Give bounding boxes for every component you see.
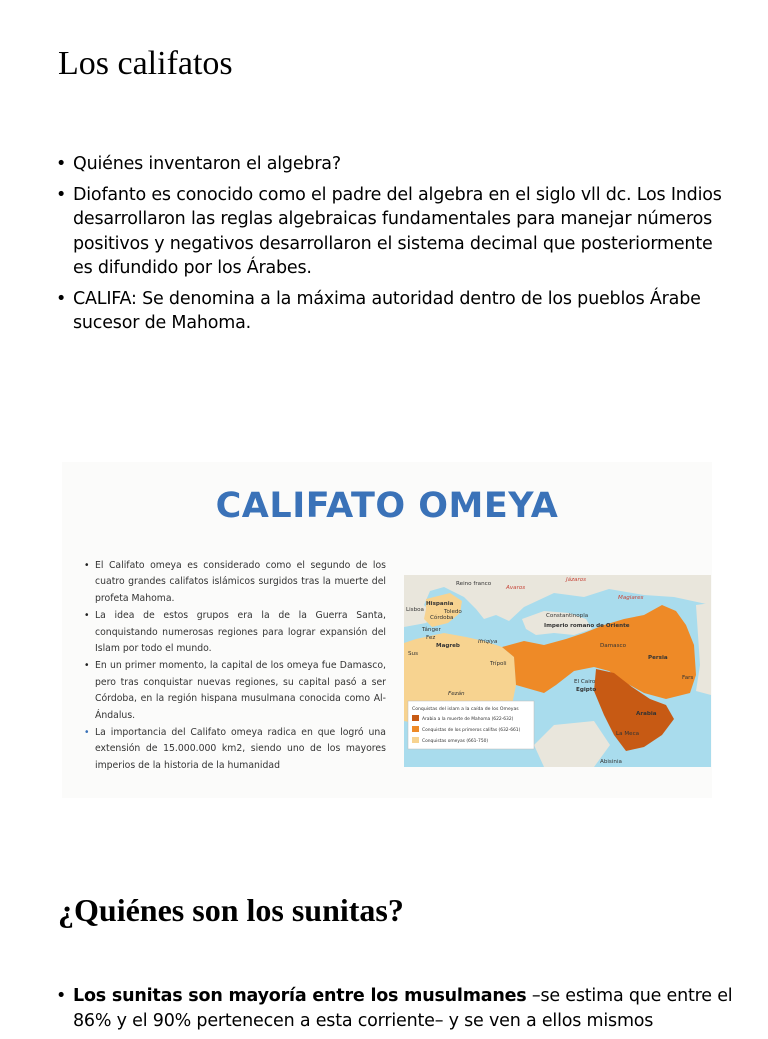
bullet-text: –se estima que entre el 86% y el 90% pertenecen a esta corriente– y se ven a ellos mismos	[73, 986, 733, 1031]
map-label: La Meca	[616, 731, 640, 737]
infographic-point: • La idea de estos grupos era la de la Guerra Santa, conquistando numerosas regiones para lograr expansión del Islam por todo el mundo.	[84, 608, 386, 657]
bullet-item: • CALIFA: Se denomina a la máxima autoridad dentro de los pueblos Árabe sucesor de Mahoma.	[56, 287, 736, 336]
map-label: Jázaros	[566, 577, 587, 583]
map-label: Magiares	[618, 595, 644, 601]
map-label: Córdoba	[430, 615, 454, 621]
map-label: Damasco	[600, 643, 627, 649]
map-label: Fezán	[448, 691, 465, 697]
map-label: El Cairo	[574, 679, 596, 685]
bullet-item: • Quiénes inventaron el algebra?	[56, 152, 736, 177]
map-label: Imperio romano de Oriente	[544, 623, 630, 629]
map-label: Trípoli	[490, 661, 507, 667]
bullet-list	[56, 984, 746, 1039]
slide-title: Los califatos	[58, 45, 233, 82]
infographic-point: • En un primer momento, la capital de los omeya fue Damasco, pero tras conquistar nuevas regiones, su capital pasó a ser Córdoba, en la región hispana musulmana conocida como Al-Ándalus.	[84, 658, 386, 724]
infographic-point: • El Califato omeya es considerado como el segundo de los cuatro grandes califatos islámicos surgidos tras la muerte del profeta Mahoma.	[84, 558, 386, 607]
map-label: Ifriqiya	[478, 639, 498, 645]
map-label: Tánger	[422, 627, 441, 633]
map-label: Egipto	[576, 687, 597, 693]
map-label: Constantinopla	[546, 613, 589, 619]
legend-label: Conquistas omeyas (661-750)	[422, 739, 489, 744]
bullet-item: • Diofanto es conocido como el padre del algebra en el siglo vll dc. Los Indios desarrollaron las reglas algebraicas fundamentales para manejar números positivos y negativos desarrollaron el sistema decimal que posteriormente es difundido por los Árabes.	[56, 183, 736, 281]
map-label: Sus	[408, 651, 419, 657]
map-label: Toledo	[444, 609, 462, 615]
legend-label: Arabia a la muerte de Mahoma (622-632)	[422, 717, 514, 722]
map-label: Arabia	[636, 711, 657, 717]
bullet-item	[56, 984, 746, 1033]
bullet-list	[56, 152, 736, 342]
infographic-title: CALIFATO OMEYA	[215, 486, 559, 526]
section-title: ¿Quiénes son los sunitas?	[58, 892, 404, 928]
map-label: Avaros	[506, 585, 526, 591]
califato-omeya-infographic	[62, 462, 712, 798]
infographic-point: • La importancia del Califato omeya radica en que logró una extensión de 15.000.000 km2, siendo uno de los mayores imperios de la historia de la humanidad	[84, 725, 386, 774]
infographic-point-list	[84, 558, 386, 775]
map-label: Fars	[682, 675, 694, 681]
map-label: Magreb	[436, 643, 460, 649]
map-label: Persia	[648, 655, 668, 661]
map-label: Hispania	[426, 601, 454, 607]
map-label: Fez	[426, 635, 436, 641]
legend-swatch	[412, 726, 419, 732]
bullet-bold-text: Los sunitas son mayoría entre los musulmanes	[73, 986, 527, 1006]
legend-swatch	[412, 737, 419, 743]
legend-swatch	[412, 715, 419, 721]
map-label: Reino franco	[456, 581, 492, 587]
map-label: Lisboa	[406, 607, 424, 613]
legend-label: Conquistas de los primeros califas (632-661)	[422, 728, 521, 733]
legend-title: Conquistas del islam a la caída de los Omeyas	[412, 707, 519, 712]
map-label: Abisinia	[600, 759, 622, 765]
map-legend	[408, 701, 534, 749]
map-illustration	[404, 575, 711, 767]
